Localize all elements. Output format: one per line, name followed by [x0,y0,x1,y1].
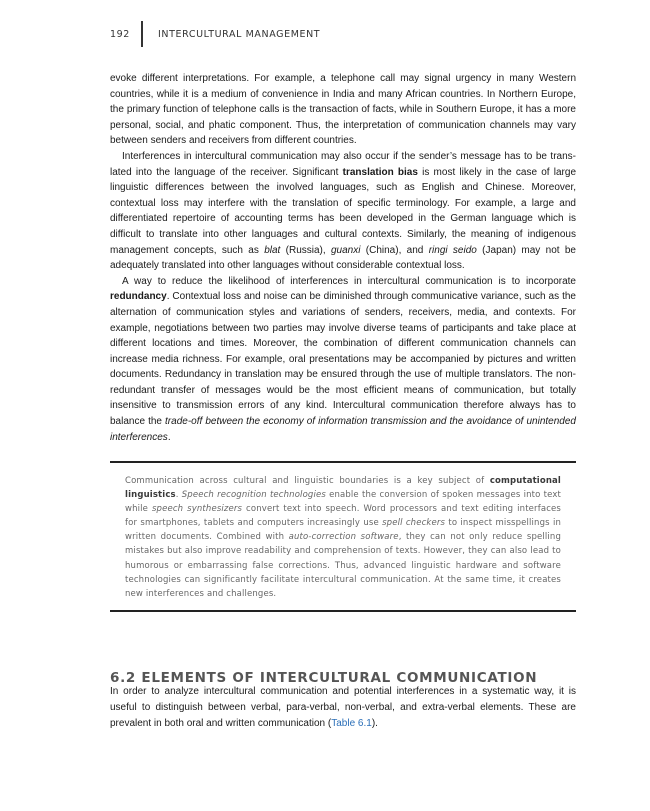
section-paragraph-text: ). [371,718,378,729]
term-translation-bias: translation bias [342,166,418,178]
term-auto-correction: auto-correction software [288,532,399,543]
term-computational-linguistics: computational linguistics [125,476,561,501]
term-redundancy: redundancy [110,291,167,303]
term-ringi-seido: ringi seido [428,244,477,256]
paragraph-1: evoke different interpretations. For example, a telephone call may signal urgency in many Western countries, while it is a medium of convenience in India and many African countries. In Northern Europe, the primary function of telephone calls is the transaction of facts, while in Southern Europe, it has a more personal, social, and phatic component. Thus, the interpretation of communication channels may vary between senders and receivers from different countries. [110,73,576,147]
term-spell-checkers: spell checkers [382,518,446,529]
info-box-segment: , they can not only reduce spelling mistakes but also improve readability and comprehension of texts. However, they can also lead to humorous or embarrassing false corrections. Thus, advanced linguistic hardware and software technologies can significantly facilitate intercultural communication. At the same time, it creates new interferences and challenges. [125,532,561,599]
header-divider [141,21,143,47]
paragraph-3-text: . Contextual loss and noise can be diminished through communicative variance, such as the alternation of communication styles and variations of senders, receivers, media, and contexts. For example, negotiations between two parties may involve diverse teams of participants and take place at different locations and times. Moreover, the combination of different communication channels can increase media richness. For example, oral presentations may be accompanied by pictures and written documents. Redundancy in translation may be ensured through the use of multiple translators. The non-redundant transfer of messages would be the most efficient means of communication, but totally insensitive to transmission errors of any kind. Intercultural communication therefore always has to balance the [110,291,576,428]
paragraph-3 [110,274,576,446]
main-body-text [110,71,576,445]
info-box-segment: convert text into speech. Word processors and text editing interfaces for smartphones, tablets and computers increasingly use [125,504,561,529]
term-speech-recognition: Speech recognition technologies [181,490,326,501]
table-6-1-link[interactable]: Table 6.1 [331,718,372,729]
info-box-segment: enable the conversion of spoken messages into text while [125,490,561,515]
section-paragraph [110,684,576,732]
info-box-segment: . [175,490,182,501]
info-box [110,461,576,612]
section-paragraph-text: In order to analyze intercultural communication and potential interferences in a systematic way, it is useful to distinguish between verbal, para-verbal, non-verbal, and extra-verbal elements. These are prevalent in both oral and written communication ( [110,686,576,729]
info-box-text [125,474,561,601]
running-title: INTERCULTURAL MANAGEMENT [158,29,321,40]
paragraph-2-text: (Japan) may not be adequately translated into other languages without considerable contextual loss. [110,244,576,272]
info-box-segment: Communication across cultural and linguistic boundaries is a key subject of [125,476,490,486]
term-blat: blat [264,244,281,256]
page-number: 192 [110,29,130,40]
page-header [0,0,650,50]
paragraph-2-text: (China), and [360,244,429,256]
paragraph-2-text: Interferences in intercultural communication may also occur if the sender’s message has to be translated into the language of the receiver. Significant [110,150,576,178]
section-body [110,684,576,732]
term-speech-synthesizers: speech synthesizers [151,504,243,515]
paragraph-3-text: . [167,431,171,443]
emphasis-trade-off: trade-off between the economy of information transmission and the avoidance of unintended interferences [110,416,576,443]
paragraph-3-text: A way to reduce the likelihood of interferences in intercultural communication is to incorporate [122,275,576,287]
info-box-segment: to inspect misspellings in written documents. Combined with [125,518,562,543]
section-heading: 6.2 ELEMENTS OF INTERCULTURAL COMMUNICATION [110,670,538,687]
paragraph-2-text: (Russia), [280,244,331,256]
paragraph-2 [110,149,576,274]
term-guanxi: guanxi [330,244,361,256]
paragraph-2-text: is most likely in the case of large linguistic differences between the involved languages, such as English and Chinese. Moreover, contextual loss may interfere with the translation of specific terminology. For example, a large and differentiated repertoire of accounting terms has been developed in the German language which is difficult to translate into other languages and cultural contexts. Similarly, the meaning of indigenous management concepts, such as [110,166,577,256]
